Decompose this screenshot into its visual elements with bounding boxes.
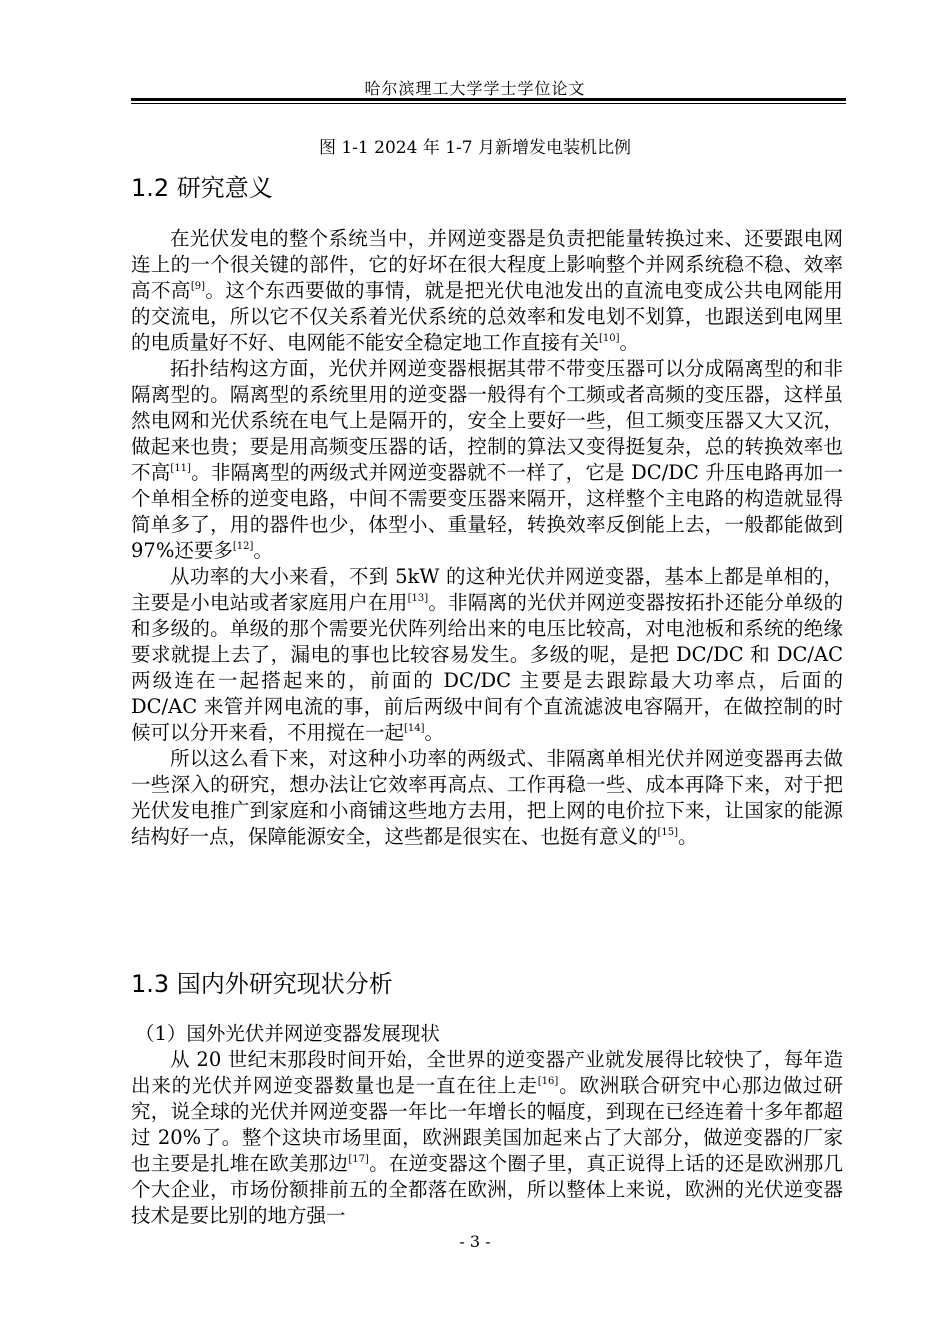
paragraph: 所以这么看下来，对这种小功率的两级式、非隔离单相光伏并网逆变器再去做一些深入的研究，想办法让它效率再高点、工作再稳一些、成本再降下来，对于把光伏发电推广到家庭和小商铺这些地方去用，把上网的电价拉下来，让国家的能源结构好一点，保障能源安全，这些都是很实在、也挺有意义的[15]。	[131, 747, 843, 848]
subsection-heading: （1）国外光伏并网逆变器发展现状	[135, 1022, 440, 1045]
section-1-2-body	[131, 226, 843, 850]
figure-caption: 图 1-1 2024 年 1-7 月新增发电装机比例	[318, 138, 632, 158]
section-1-3-body	[131, 1021, 843, 1229]
page-number: - 3 -	[459, 1232, 491, 1251]
citation: [9]	[190, 281, 205, 292]
citation: [10]	[599, 333, 620, 344]
citation: [14]	[404, 723, 425, 734]
citation: [11]	[170, 463, 191, 474]
paragraph: 从功率的大小来看，不到 5kW 的这种光伏并网逆变器，基本上都是单相的，主要是小电站或者家庭用户在用[13]。非隔离的光伏并网逆变器按拓扑还能分单级的和多级的。单级的那个需要光伏阵列给出来的电压比较高，对电池板和系统的绝缘要求就提上去了，漏电的事也比较容易发生。多级的呢，是把 DC/DC 和 DC/AC 两级连在一起搭起来的，前面的 DC/DC 主要是去跟踪最大功率点，后面的 DC/AC 来管并网电流的事，前后两级中间有个直流滤波电容隔开，在做控制的时候可以分开来看，不用搅在一起[14]。	[131, 565, 843, 744]
paragraph: 在光伏发电的整个系统当中，并网逆变器是负责把能量转换过来、还要跟电网连上的一个很关键的部件，它的好坏在很大程度上影响整个并网系统稳不稳、效率高不高[9]。这个东西要做的事情，就是把光伏电池发出的直流电变成公共电网能用的交流电，所以它不仅关系着光伏系统的总效率和发电划不划算，也跟送到电网里的电质量好不好、电网能不能安全稳定地工作直接有关[10]。	[131, 227, 843, 354]
citation: [15]	[657, 827, 679, 838]
section-heading-1-2: 1.2 研究意义	[131, 174, 273, 202]
running-header: 哈尔滨理工大学学士学位论文	[364, 79, 586, 98]
citation: [17]	[348, 1154, 369, 1165]
header-rule-thin	[131, 103, 846, 104]
section-heading-1-3: 1.3 国内外研究现状分析	[131, 970, 393, 998]
header-rule-thick	[131, 98, 846, 101]
paragraph: 拓扑结构这方面，光伏并网逆变器根据其带不带变压器可以分成隔离型的和非隔离型的。隔离型的系统里用的逆变器一般得有个工频或者高频的变压器，这样虽然电网和光伏系统在电气上是隔开的，安全上要好一些，但工频变压器又大又沉，做起来也贵；要是用高频变压器的话，控制的算法又变得挺复杂，总的转换效率也不高[11]。非隔离型的两级式并网逆变器就不一样了，它是 DC/DC 升压电路再加一个单相全桥的逆变电路，中间不需要变压器来隔开，这样整个主电路的构造就显得简单多了，用的器件也少，体型小、重量轻，转换效率反倒能上去，一般都能做到 97%还要多[12]。	[131, 357, 843, 562]
citation: [13]	[407, 593, 429, 604]
paragraph: 从 20 世纪末那段时间开始，全世界的逆变器产业就发展得比较快了，每年造出来的光伏并网逆变器数量也是一直在往上走[16]。欧洲联合研究中心那边做过研究，说全球的光伏并网逆变器一年比一年增长的幅度，到现在已经连着十多年都超过 20%了。整个这块市场里面，欧洲跟美国加起来占了大部分，做逆变器的厂家也主要是扎堆在欧美那边[17]。在逆变器这个圈子里，真正说得上话的还是欧洲那几个大企业，市场份额排前五的全都落在欧洲，所以整体上来说，欧洲的光伏逆变器技术是要比别的地方强一	[131, 1048, 843, 1227]
citation: [16]	[537, 1076, 559, 1087]
citation: [12]	[232, 541, 254, 552]
